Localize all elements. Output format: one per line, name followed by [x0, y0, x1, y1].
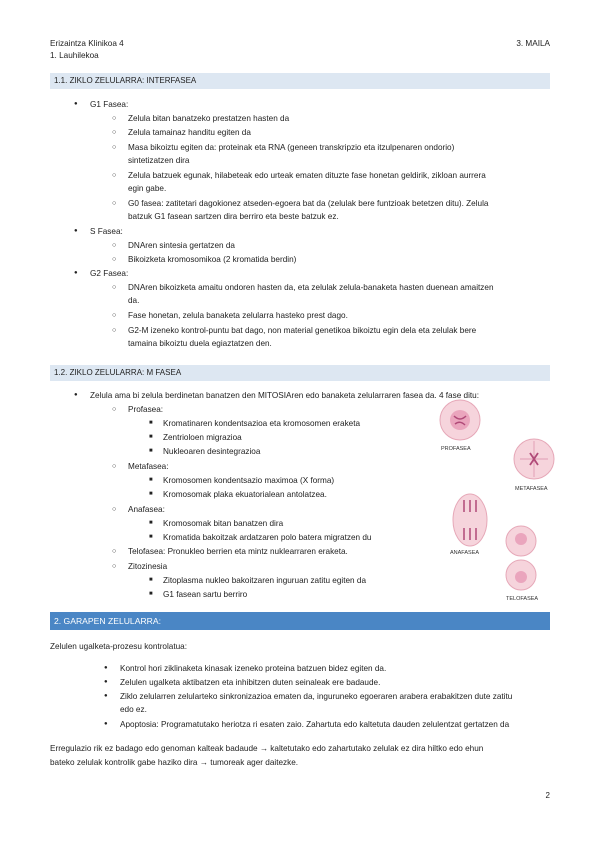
list-item: ○ Telofasea: Pronukleo berrien eta mintz nuklearraren eraketa. — [128, 546, 348, 557]
list-item: ■ Nukleoaren desintegrazioa — [163, 446, 260, 457]
list-item: ○ Anafasea: — [128, 504, 165, 515]
list-item: ○ Zelula tamainaz handitu egiten da — [128, 127, 251, 138]
list-item: ■ G1 fasean sartu berriro — [163, 589, 247, 600]
list-item: ○ G0 fasea: zatitetari dagokionez atseden-egoera bat da (zelulak bere funtzioak betetzen ditu). Zelula — [128, 198, 488, 209]
list-item: ● Apoptosia: Programatutako heriotza ri esaten zaio. Zahartuta edo kaltetuta dauden zelulentzat gertatzen da — [120, 719, 509, 730]
section-title-garapen: 2. GARAPEN ZELULARRA: — [50, 612, 550, 630]
list-item-cont: da. — [128, 296, 140, 305]
list-item-cont: sintetizatzen dira — [128, 156, 190, 165]
list-item: ○ Masa bikoiztu egiten da: proteinak eta RNA (geneen transkripzio eta itzulpenaren ondorio) — [128, 142, 454, 153]
list-item: ○ DNAren bikoizketa amaitu ondoren hasten da, eta zelulak zelula-banaketa hasten duenean amaitzen — [128, 282, 494, 293]
header-term: 1. Lauhilekoa — [50, 51, 99, 60]
list-item: ○ Bikoizketa kromosomikoa (2 kromatida berdin) — [128, 254, 296, 265]
list-item: ● Zelulen ugalketa aktibatzen eta inhibitzen duten seinaleak ere badaude. — [120, 677, 380, 688]
list-item: ● G2 Fasea: — [90, 268, 128, 279]
list-item: ○ Zitozinesia — [128, 561, 167, 572]
list-item: ■ Kromosomak bitan banatzen dira — [163, 518, 283, 529]
list-item: ● S Fasea: — [90, 226, 123, 237]
list-item: ○ Zelula batzuek egunak, hilabeteak edo urteak ematen dituzte fase honetan geldirik, zikloan aurrera — [128, 170, 486, 181]
caption-anafasea: ANAFASEA — [450, 550, 480, 556]
list-item: ○ G2-M izeneko kontrol-puntu bat dago, non material genetikoa bikoiztu egin dela eta zelulak bere — [128, 325, 476, 336]
paragraph-line: Erregulazio rik ez badago edo genoman kalteak badaude → kaltetutako edo zahartutako zelulak ez dira hiltko edo ehun — [50, 744, 484, 753]
page-header — [50, 38, 550, 62]
list-item: ● Ziklo zelularren zelularteko sinkronizazioa ematen da, inguruneko egoeraren arabera erabakitzen dute zatitu — [120, 691, 512, 702]
page-number: 2 — [545, 791, 550, 800]
header-course: Erizaintza Klinikoa 4 — [50, 39, 124, 48]
list-item: ■ Zentrioloen migrazioa — [163, 432, 242, 443]
list-item: ■ Kromosomen kondentsazio maximoa (X forma) — [163, 475, 334, 486]
metaphase-cell-icon — [512, 437, 556, 481]
paragraph-line: bateko zelulak kontrolik gabe haziko dira → tumoreak ager daitezke. — [50, 758, 299, 767]
list-item: ● Zelula ama bi zelula berdinetan banatzen den MITOSIAren edo banaketa zelularraren fasea da. 4 fase ditu: — [90, 390, 479, 401]
caption-profasea: PROFASEA — [441, 446, 471, 452]
list-item: ■ Kromatida bakoitzak ardatzaren polo batera migratzen du — [163, 532, 371, 543]
section-title-mfase: 1.2. ZIKLO ZELULARRA: M FASEA — [50, 365, 550, 381]
list-item: ○ Zelula bitan banatzeko prestatzen hasten da — [128, 113, 289, 124]
list-item-cont: edo ez. — [120, 705, 147, 714]
list-item: ■ Kromosomak plaka ekuatorialean antolatzea. — [163, 489, 327, 500]
list-item-cont: batzuk G1 fasean sartzen dira berriro eta beste batzuk ez. — [128, 212, 339, 221]
prophase-cell-icon — [438, 398, 482, 442]
anaphase-cell-icon — [450, 492, 490, 548]
list-item: ● G1 Fasea: — [90, 99, 128, 110]
list-item: ○ Fase honetan, zelula banaketa zelularra hasteko prest dago. — [128, 310, 348, 321]
list-item: ○ Profasea: — [128, 404, 163, 415]
garapen-intro: Zelulen ugalketa-prozesu kontrolatua: — [50, 642, 187, 651]
list-item: ● Kontrol hori ziklinaketa kinasak izeneko proteina batzuen bidez egiten da. — [120, 663, 386, 674]
telophase-cell-icon — [503, 524, 539, 592]
list-item-cont: egin gabe. — [128, 184, 167, 193]
list-item: ■ Zitoplasma nukleo bakoitzaren inguruan zatitu egiten da — [163, 575, 366, 586]
list-item: ○ Metafasea: — [128, 461, 169, 472]
header-year: 3. MAILA — [516, 39, 550, 48]
caption-metafasea: METAFASEA — [515, 486, 548, 492]
list-item-cont: tamaina bikoiztu duela egiaztatzen den. — [128, 339, 272, 348]
section-title-interfase: 1.1. ZIKLO ZELULARRA: INTERFASEA — [50, 73, 550, 89]
caption-telofasea: TELOFASEA — [506, 596, 539, 602]
list-item: ■ Kromatinaren kondentsazioa eta kromosomen eraketa — [163, 418, 360, 429]
list-item: ○ DNAren sintesia gertatzen da — [128, 240, 235, 251]
